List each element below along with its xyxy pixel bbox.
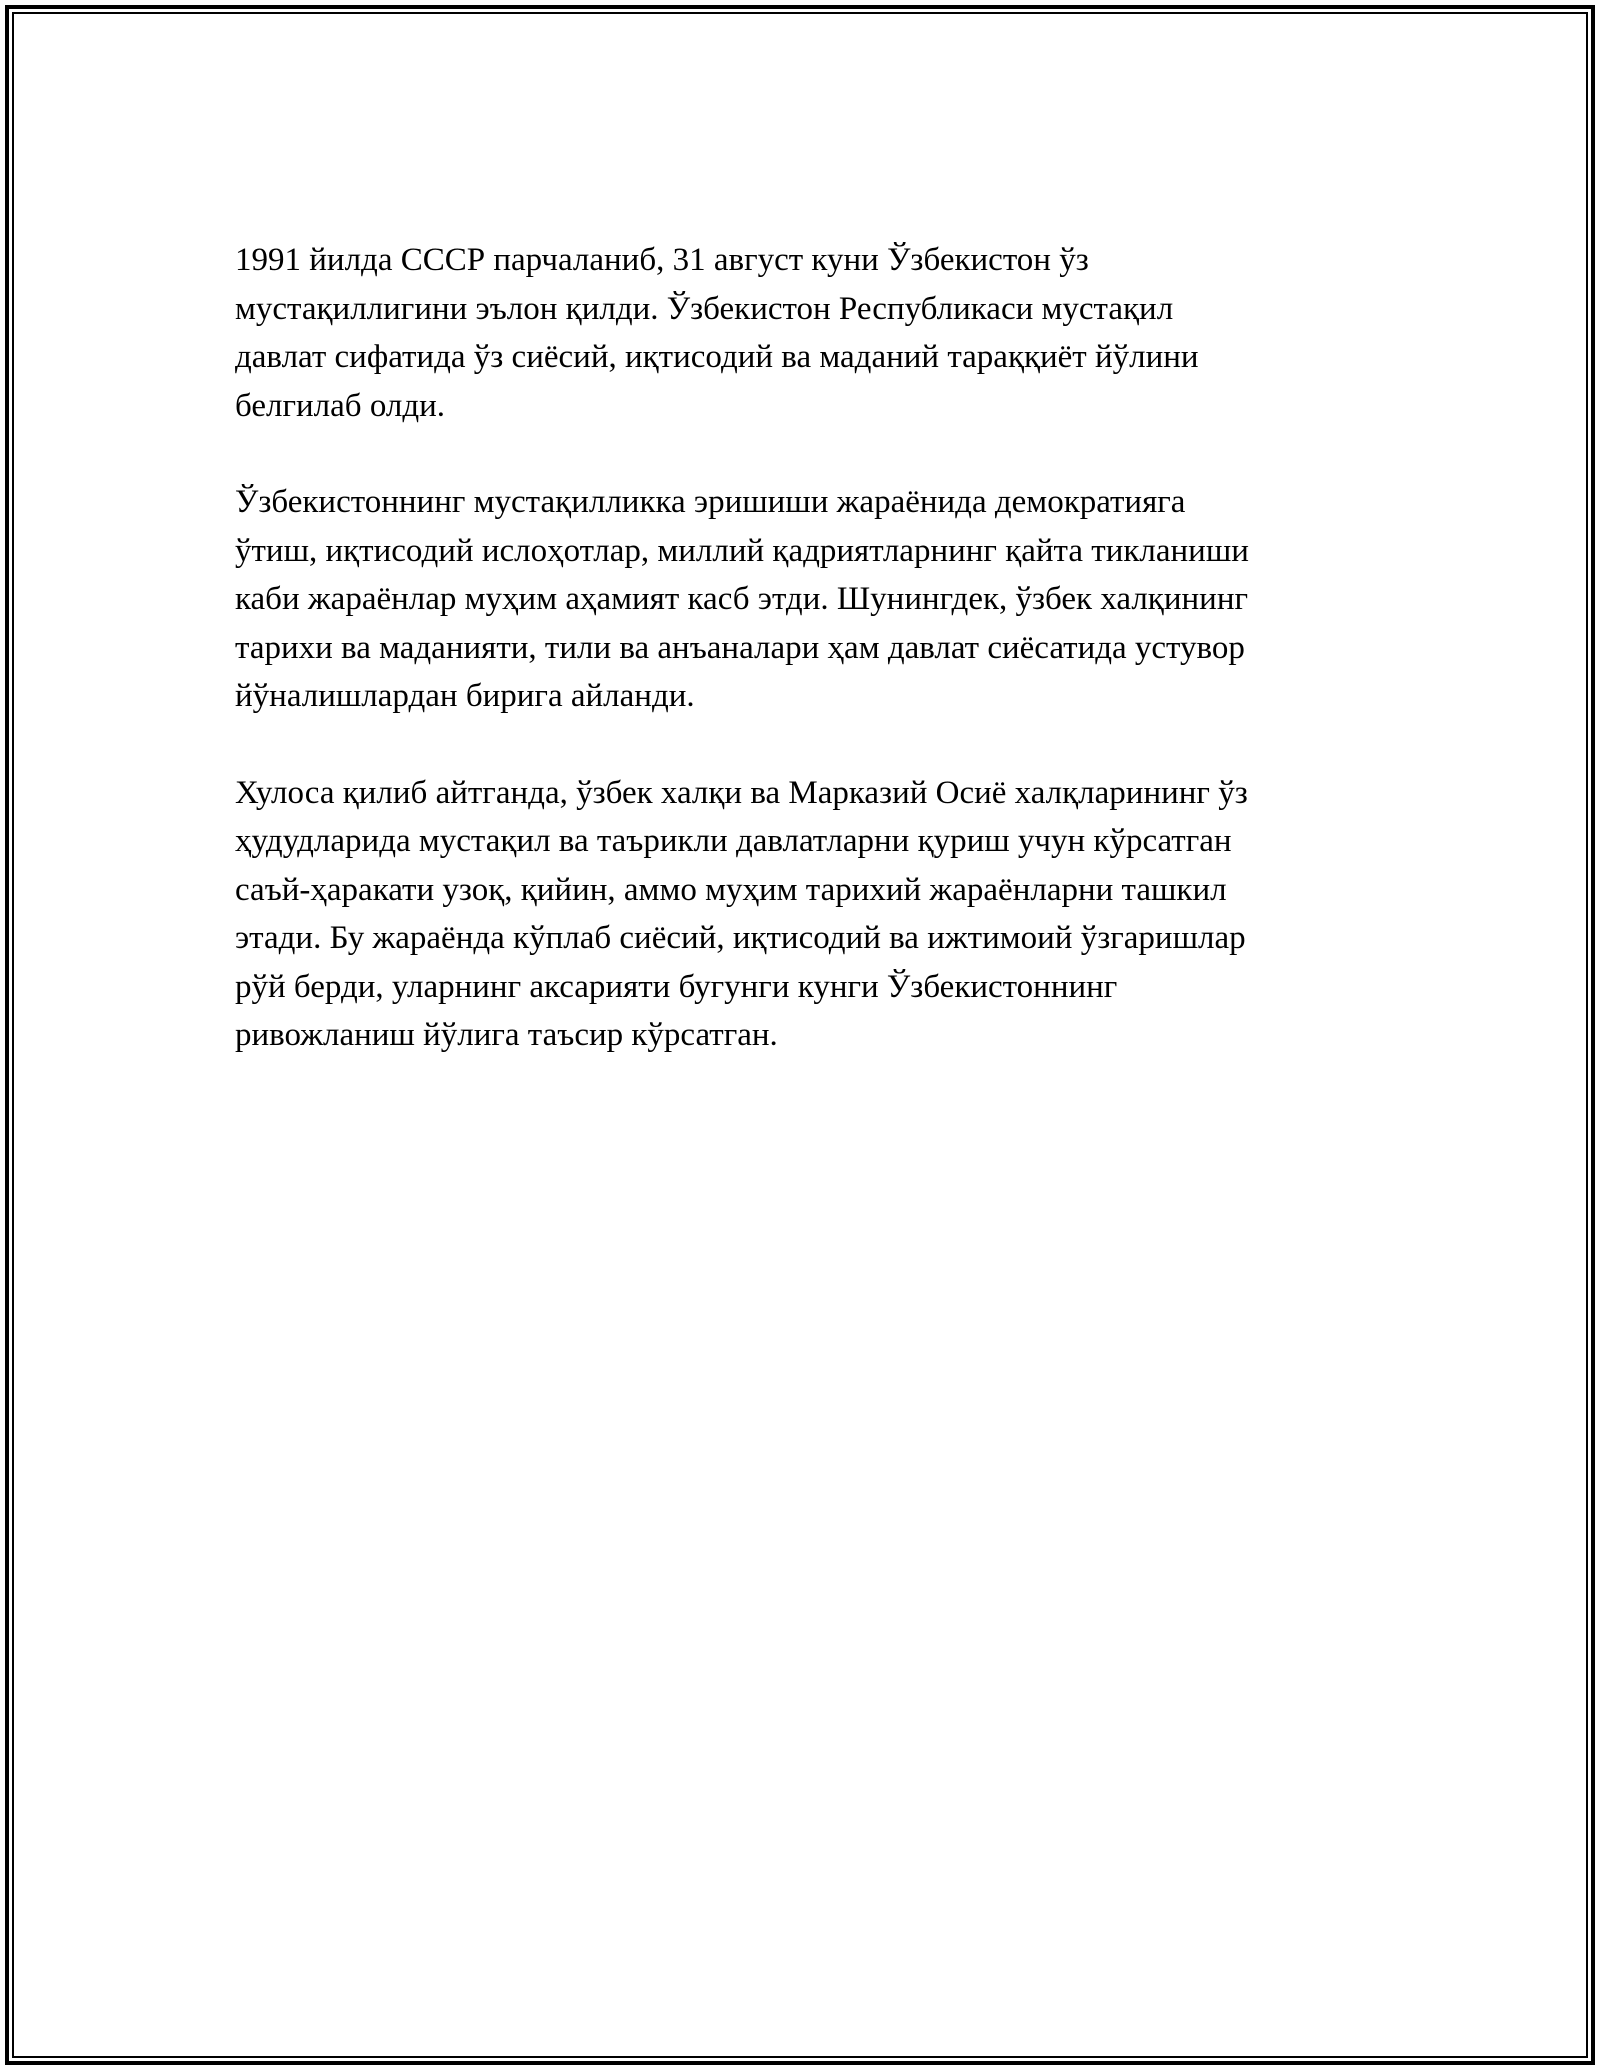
paragraph-independence xyxy=(235,236,1395,430)
paragraph-reforms xyxy=(235,478,1395,721)
text-line: ҳудудларида мустақил ва таърикли давлатларни қуриш учун кўрсатган xyxy=(235,823,1232,859)
text-line: Хулоса қилиб айтганда, ўзбек халқи ва Марказий Осиё халқларининг ўз xyxy=(235,774,1248,811)
text-line: Ўзбекистоннинг мустақилликка эришиши жараёнида демократияга xyxy=(235,484,1186,520)
text-line: мустақиллигини эълон қилди. Ўзбекистон Республикаси мустақил xyxy=(235,290,1174,327)
text-line: каби жараёнлар муҳим аҳамият касб этди. Шунингдек, ўзбек халқининг xyxy=(235,581,1249,617)
text-line: белгилаб олди. xyxy=(235,387,446,424)
text-line: этади. Бу жараёнда кўплаб сиёсий, иқтисодий ва ижтимоий ўзгаришлар xyxy=(235,920,1246,956)
document-body xyxy=(235,236,1395,1108)
text-line: 1991 йилда СССР парчаланиб, 31 август куни Ўзбекистон ўз xyxy=(235,242,1089,278)
text-line: ривожланиш йўлига таъсир кўрсатган. xyxy=(235,1017,778,1053)
text-line: рўй берди, уларнинг аксарияти бугунги кунги Ўзбекистоннинг xyxy=(235,968,1118,1005)
text-line: ўтиш, иқтисодий ислоҳотлар, миллий қадриятларнинг қайта тикланиши xyxy=(235,532,1249,569)
text-line: саъй-ҳаракати узоқ, қийин, аммо муҳим тарихий жараёнларни ташкил xyxy=(235,871,1227,908)
text-line: тарихи ва маданияти, тили ва анъаналари ҳам давлат сиёсатида устувор xyxy=(235,629,1245,666)
text-line: йўналишлардан бирига айланди. xyxy=(235,678,695,714)
paragraph-conclusion xyxy=(235,769,1395,1060)
text-line: давлат сифатида ўз сиёсий, иқтисодий ва маданий тараққиёт йўлини xyxy=(235,339,1199,375)
